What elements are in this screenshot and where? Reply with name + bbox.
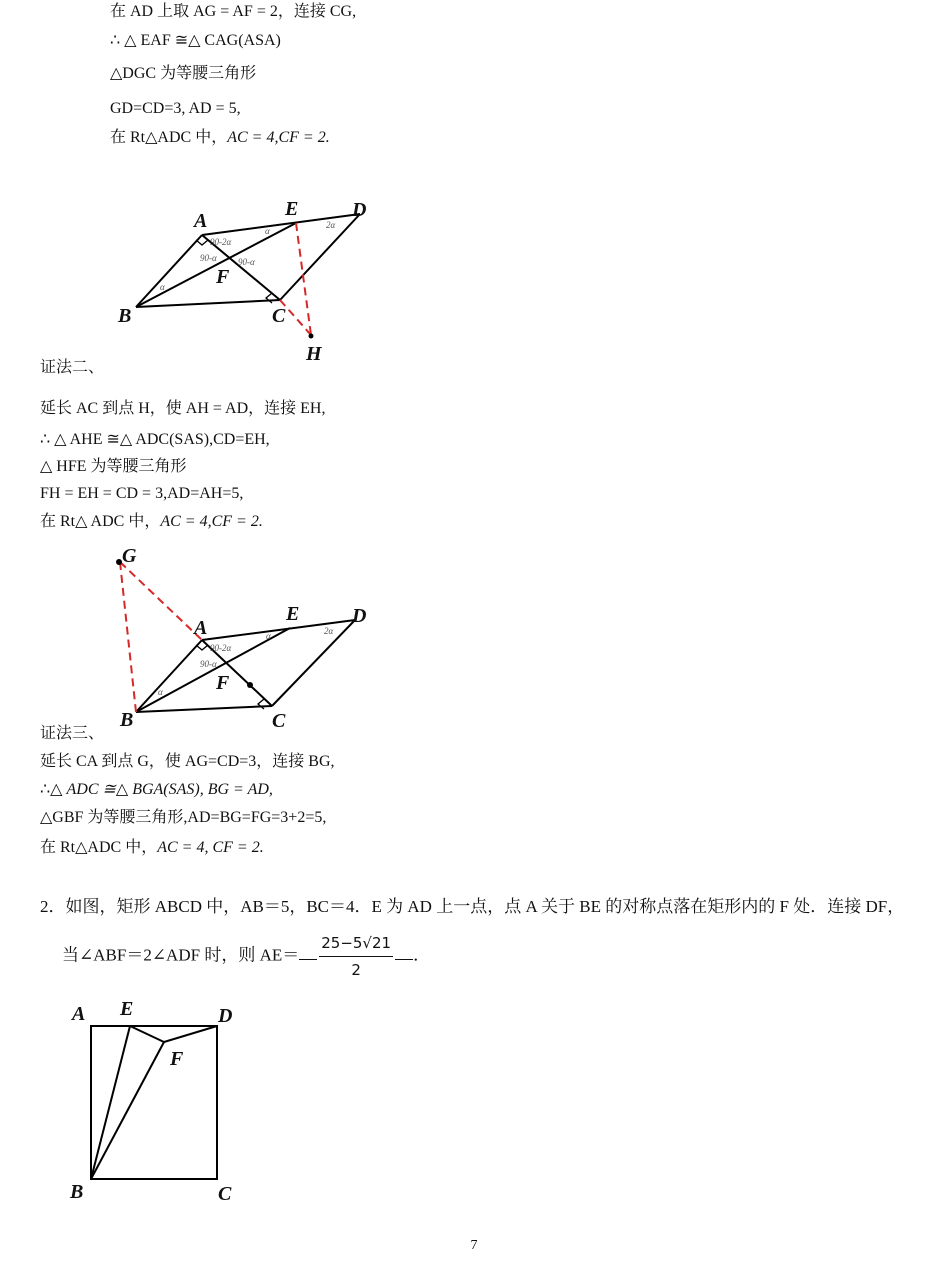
- fig3-label-A: A: [72, 1003, 86, 1025]
- fig2-angle-a-bottom: α: [158, 687, 163, 697]
- m2-line-5-math: AC = 4,CF = 2.: [160, 513, 263, 530]
- m1-line-5: [110, 128, 330, 148]
- m3-line-4: [40, 838, 264, 858]
- fig2-angle-a-top: α: [266, 631, 271, 641]
- fig3-label-C: C: [218, 1183, 232, 1205]
- fig1-angle-a-top: α: [265, 226, 270, 236]
- answer-blank-left: [299, 945, 317, 960]
- fig2-label-D: D: [352, 605, 367, 627]
- answer-blank-right: [395, 945, 413, 960]
- fig2-label-F: F: [216, 672, 230, 694]
- fig1-label-F: F: [216, 266, 230, 288]
- m2-line-5: [40, 512, 263, 532]
- figure-1-parallelogram: [100, 190, 380, 370]
- page-number: 7: [470, 1238, 478, 1253]
- figure-3-rectangle: [60, 995, 260, 1210]
- m2-line-2: ∴ △ AHE ≅△ ADC(SAS),CD=EH,: [40, 431, 270, 448]
- m2-line-4: FH = EH = CD = 3,AD=AH=5,: [40, 485, 244, 502]
- fig2-angle-2a: 2α: [324, 626, 334, 636]
- question-2-line-2: [62, 932, 430, 981]
- m3-line-4-math: AC = 4, CF = 2.: [157, 839, 264, 856]
- m3-line-1: 延长 CA 到点 G，使 AG=CD=3，连接 BG,: [40, 753, 335, 770]
- fig2-angle-90-2a: 90-2α: [210, 643, 232, 653]
- fig2-label-G: G: [122, 545, 137, 567]
- m1-line-2: ∴ △ EAF ≅△ CAG(ASA): [110, 32, 281, 49]
- fig1-label-A: A: [194, 210, 208, 232]
- m2-line-3: △ HFE 为等腰三角形: [40, 458, 187, 475]
- m1-line-3: △DGC 为等腰三角形: [110, 65, 257, 82]
- fig2-label-C: C: [272, 710, 286, 732]
- fig1-angle-2a: 2α: [326, 220, 336, 230]
- fig1-angle-90-a-left: 90-α: [200, 253, 217, 263]
- fig1-label-H: H: [306, 343, 322, 365]
- m1-line-4: GD=CD=3, AD = 5,: [110, 100, 241, 117]
- fig2-label-E: E: [286, 603, 300, 625]
- answer-denominator: 2: [351, 961, 361, 979]
- fig3-label-D: D: [218, 1005, 233, 1027]
- fig1-angle-90-a-right: 90-α: [238, 257, 255, 267]
- m3-line-4-prefix: 在 Rt△ADC 中，: [40, 839, 158, 856]
- fig2-label-B: B: [120, 709, 134, 731]
- answer-fraction: [319, 932, 393, 981]
- question-2-line-1: 2．如图，矩形 ABCD 中，AB＝5，BC＝4．E 为 AD 上一点，点 A 关于 BE 的对称点落在矩形内的 F 处．连接 DF，: [40, 897, 905, 916]
- m3-line-2-prefix: ∴△: [40, 781, 67, 798]
- m3-line-3: △GBF 为等腰三角形,AD=BG=FG=3+2=5,: [40, 809, 327, 826]
- fig1-label-C: C: [272, 305, 286, 327]
- fig1-angle-a-bottom: α: [160, 282, 165, 292]
- fig2-angle-90-a: 90-α: [200, 659, 217, 669]
- m1-line-1: 在 AD 上取 AG = AF = 2，连接 CG,: [110, 3, 357, 20]
- fig1-angle-90-2a: 90-2α: [210, 237, 232, 247]
- fig3-label-E: E: [120, 998, 134, 1020]
- figure-2-parallelogram: [100, 540, 380, 740]
- m3-heading: 证法三、: [40, 725, 105, 742]
- question-2-suffix: ．: [413, 945, 431, 965]
- fig3-label-B: B: [70, 1181, 84, 1203]
- answer-numerator: 25−5√21: [319, 932, 393, 957]
- fig2-label-A: A: [194, 617, 208, 639]
- m2-line-5-prefix: 在 Rt△ ADC 中，: [40, 513, 161, 530]
- m2-line-1: 延长 AC 到点 H，使 AH = AD，连接 EH,: [40, 400, 326, 417]
- m2-heading: 证法二、: [40, 359, 105, 376]
- fig1-label-B: B: [118, 305, 132, 327]
- m1-line-5-math: AC = 4,CF = 2.: [227, 129, 330, 146]
- fig1-label-D: D: [352, 199, 367, 221]
- m1-line-5-prefix: 在 Rt△ADC 中，: [110, 129, 228, 146]
- m3-line-2: [40, 780, 273, 800]
- question-2-prefix: 当∠ABF＝2∠ADF 时，则 AE＝: [62, 945, 300, 965]
- m3-line-2-math: ADC ≅△ BGA(SAS), BG = AD,: [66, 781, 273, 798]
- fig1-label-E: E: [285, 198, 299, 220]
- fig3-label-F: F: [170, 1048, 184, 1070]
